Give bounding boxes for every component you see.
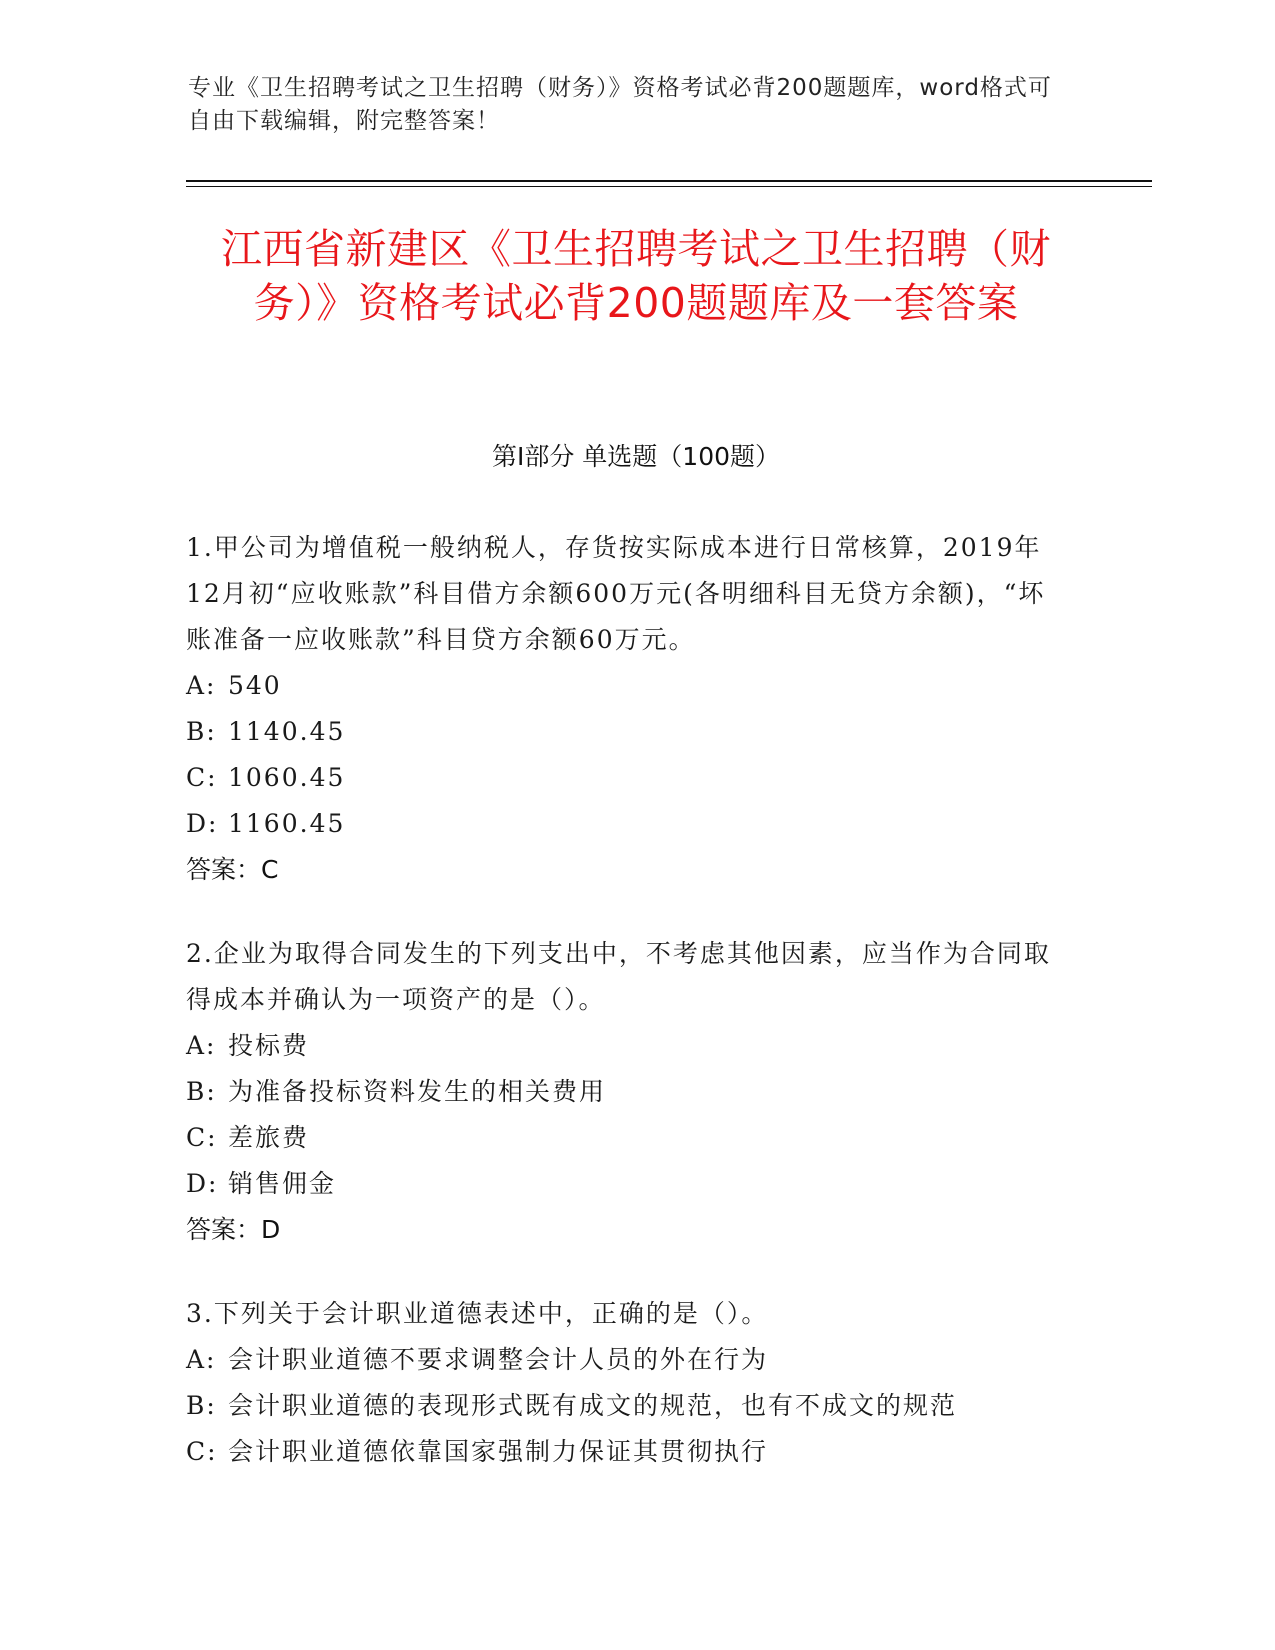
option-a	[186, 1337, 1066, 1383]
option-d	[186, 1161, 1066, 1207]
option-key: C:	[186, 1437, 218, 1466]
section-title: 第Ⅰ部分 单选题（100题）	[491, 442, 781, 471]
option-key: A:	[186, 671, 217, 700]
option-text: 1160.45	[228, 809, 346, 838]
option-a	[186, 663, 1066, 709]
question-stem: 2.企业为取得合同发生的下列支出中，不考虑其他因素，应当作为合同取得成本并确认为一项资产的是（）。	[186, 939, 1051, 1014]
question-stem: 1.甲公司为增值税一般纳税人，存货按实际成本进行日常核算，2019年12月初“应收账款”科目借方余额600万元(各明细科目无贷方余额)，“坏账准备一应收账款”科目贷方余额60万元。	[186, 533, 1046, 654]
option-d	[186, 801, 1066, 847]
question-stem: 3.下列关于会计职业道德表述中，正确的是（）。	[186, 1299, 769, 1328]
answer-value: D	[261, 1215, 281, 1244]
header-rule-thin	[186, 186, 1152, 187]
option-text: 销售佣金	[228, 1169, 337, 1198]
option-key: C:	[186, 1123, 218, 1152]
option-b	[186, 709, 1066, 755]
document-title: 江西省新建区《卫生招聘考试之卫生招聘（财务）》资格考试必背200题题库及一套答案	[221, 225, 1051, 327]
option-c	[186, 755, 1066, 801]
question-2	[186, 931, 1066, 1253]
question-list	[186, 525, 1066, 1513]
option-key: A:	[186, 1345, 217, 1374]
option-c	[186, 1429, 1066, 1475]
option-b	[186, 1069, 1066, 1115]
header-note: 专业《卫生招聘考试之卫生招聘（财务）》资格考试必背200题题库，word格式可自由下载编辑，附完整答案！	[188, 75, 1052, 134]
option-key: B:	[186, 1077, 217, 1106]
option-key: D:	[186, 809, 219, 838]
option-a	[186, 1023, 1066, 1069]
question-3	[186, 1291, 1066, 1475]
option-key: C:	[186, 763, 218, 792]
option-text: 1060.45	[228, 763, 346, 792]
option-b	[186, 1383, 1066, 1429]
option-key: B:	[186, 1391, 217, 1420]
header-rule-thick	[186, 180, 1152, 182]
option-text: 会计职业道德不要求调整会计人员的外在行为	[228, 1345, 769, 1374]
answer-prefix: 答案：	[186, 855, 262, 884]
option-key: D:	[186, 1169, 219, 1198]
answer-prefix: 答案：	[186, 1215, 262, 1244]
option-text: 会计职业道德依靠国家强制力保证其贯彻执行	[228, 1437, 769, 1466]
option-text: 540	[228, 671, 282, 700]
question-1	[186, 525, 1066, 893]
option-text: 1140.45	[228, 717, 346, 746]
option-key: A:	[186, 1031, 217, 1060]
option-text: 为准备投标资料发生的相关费用	[228, 1077, 607, 1106]
option-key: B:	[186, 717, 217, 746]
answer-line	[186, 1207, 1066, 1253]
answer-value: C	[261, 855, 279, 884]
answer-line	[186, 847, 1066, 893]
option-text: 差旅费	[228, 1123, 310, 1152]
option-text: 会计职业道德的表现形式既有成文的规范，也有不成文的规范	[228, 1391, 958, 1420]
option-c	[186, 1115, 1066, 1161]
option-text: 投标费	[228, 1031, 310, 1060]
